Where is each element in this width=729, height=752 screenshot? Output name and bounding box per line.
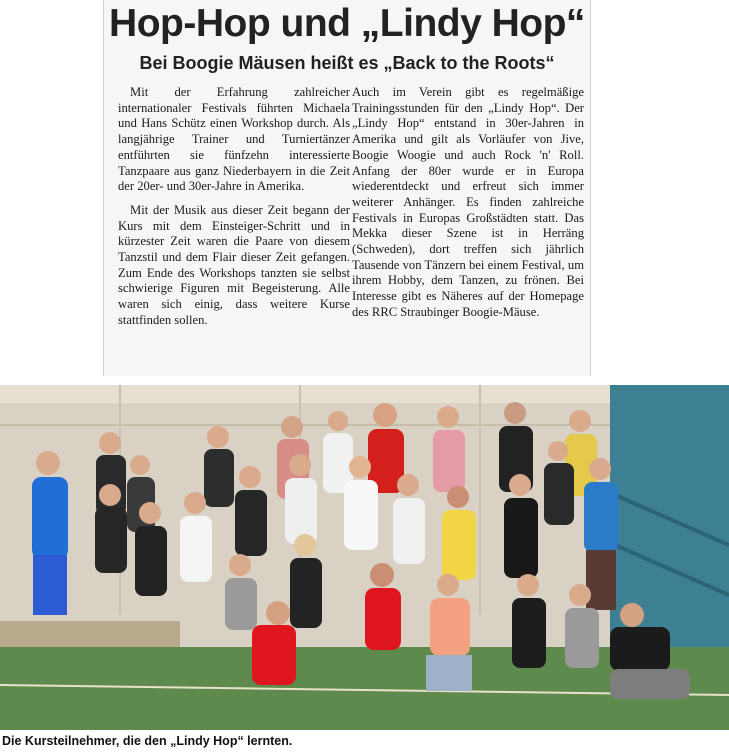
- paragraph: Mit der Erfahrung zahlreicher internationaler Festivals führten Michaela und Hans Schütz einen Workshop durch. Als langjährige Trainer und Turniertänzer entführten sie fünfzehn interessierte Tanzpaare aus ganz Niederbayern in die Zeit der 20er- und 30er-Jahre in Amerika.: [118, 85, 350, 194]
- article: [103, 0, 591, 376]
- photo-caption: Die Kursteilnehmer, die den „Lindy Hop“ lernten.: [2, 734, 293, 748]
- group-photo: [0, 385, 729, 730]
- headline: Hop-Hop und „Lindy Hop“: [109, 2, 585, 45]
- group-photo-illustration: [0, 385, 729, 730]
- subheadline: Bei Boogie Mäusen heißt es „Back to the Roots“: [139, 53, 555, 73]
- paragraph: Mit der Musik aus dieser Zeit begann der Kurs mit dem Einsteiger-Schritt und in kürzester Zeit waren die Paare von diesem Tanzstil und dem Flair dieser Zeit gefangen. Zum Ende des Workshops tanzten sie selbst schwierige Figuren mit Begeisterung. Alle waren sich einig, dass weitere Kurse stattfinden sollen.: [118, 202, 350, 327]
- paragraph: Auch im Verein gibt es regelmäßige Trainingsstunden für den „Lindy Hop“. Der „Lindy Hop“ entstand in 30er-Jahren in Amerika und gilt als Vorläufer von Jive, Boogie Woogie und auch Rock 'n' Roll. Anfang der 80er wurde er in Europa wiederentdeckt und erfreut sich immer weiterer Anhänger. Es finden zahlreiche Festivals in Europas Großstädten statt. Das Mekka dieser Szene ist in Herräng (Schweden), dort treffen sich jährlich Tausende von Tänzern bei einem Festival, um ihrem Hobby, dem Tanzen, zu frönen. Bei Interesse gibt es Näheres auf der Homepage des RRC Straubinger Boogie-Mäuse.: [352, 85, 584, 319]
- article-column-2: [352, 85, 584, 321]
- article-column-1: [118, 85, 350, 329]
